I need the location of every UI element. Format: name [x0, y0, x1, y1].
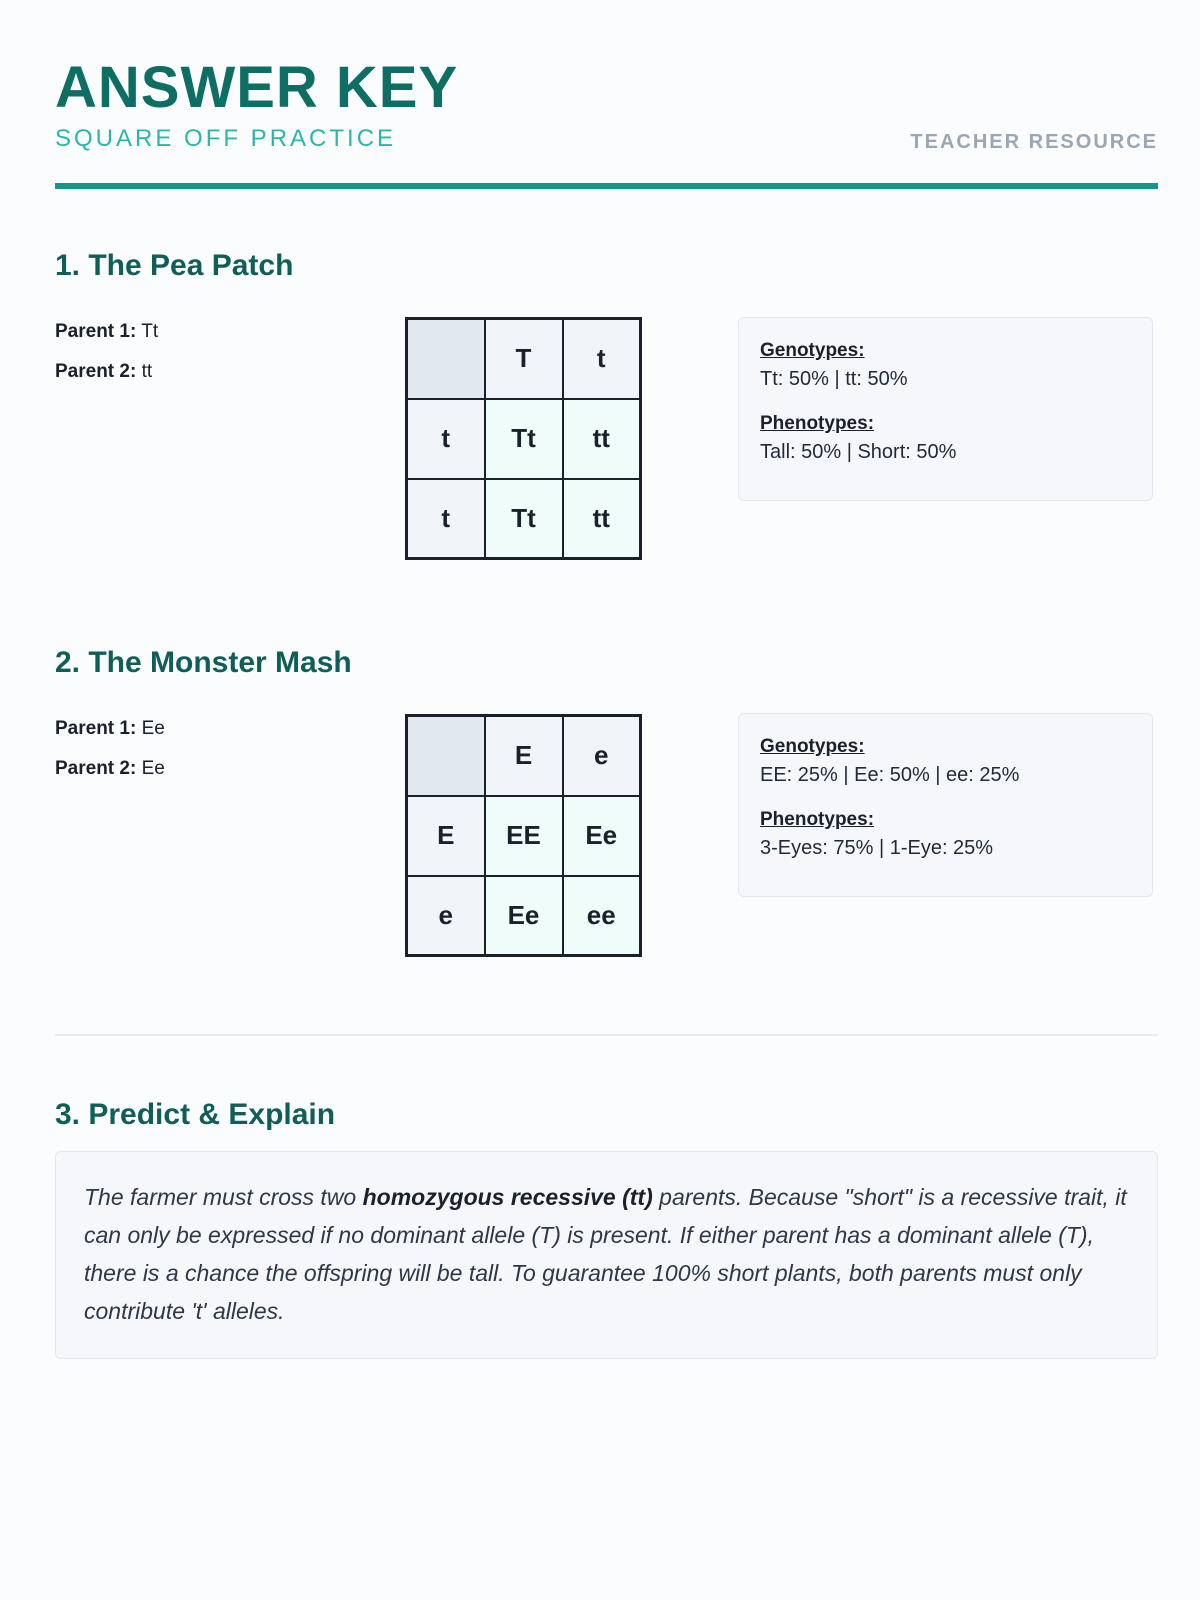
punnett-square-monster-mash — [405, 714, 642, 957]
punnett-side-allele: t — [407, 479, 485, 559]
punnett-corner — [407, 716, 485, 796]
punnett-side-allele: e — [407, 876, 485, 956]
punnett-corner — [407, 319, 485, 399]
parent-2: Parent 2: tt — [55, 361, 153, 382]
page-subtitle: SQUARE OFF PRACTICE — [55, 125, 397, 152]
punnett-side-allele: E — [407, 796, 485, 876]
punnett-square-pea-patch — [405, 317, 642, 560]
results-box-pea-patch — [738, 317, 1153, 501]
genotypes-label: Genotypes: — [760, 340, 865, 361]
parents-monster-mash — [55, 717, 165, 797]
phenotypes-label: Phenotypes: — [760, 413, 875, 434]
parent-2: Parent 2: Ee — [55, 758, 165, 779]
punnett-top-allele: e — [563, 716, 641, 796]
punnett-side-allele: t — [407, 399, 485, 479]
parent-1: Parent 1: Tt — [55, 321, 159, 342]
section-title-pea-patch: 1. The Pea Patch — [55, 249, 294, 282]
punnett-cell: EE — [485, 796, 563, 876]
punnett-cell: tt — [563, 479, 641, 559]
section-title-predict-explain: 3. Predict & Explain — [55, 1098, 336, 1131]
punnett-top-allele: T — [485, 319, 563, 399]
phenotypes-value: 3-Eyes: 75% | 1-Eye: 25% — [760, 837, 994, 859]
section-divider — [55, 1034, 1158, 1036]
parents-pea-patch — [55, 320, 158, 400]
punnett-cell: tt — [563, 399, 641, 479]
punnett-cell: Ee — [485, 876, 563, 956]
punnett-cell: Ee — [563, 796, 641, 876]
punnett-cell: ee — [563, 876, 641, 956]
explanation-text-start: The farmer must cross two — [84, 1184, 363, 1210]
section-title-monster-mash: 2. The Monster Mash — [55, 646, 352, 679]
results-box-monster-mash — [738, 713, 1153, 897]
parent-1: Parent 1: Ee — [55, 718, 165, 739]
explanation-text-bold: homozygous recessive (tt) — [362, 1184, 653, 1210]
page-header — [55, 55, 1158, 189]
genotypes-label: Genotypes: — [760, 736, 865, 757]
phenotypes-value: Tall: 50% | Short: 50% — [760, 441, 957, 463]
page-title: ANSWER KEY — [55, 55, 459, 120]
genotypes-value: EE: 25% | Ee: 50% | ee: 25% — [760, 764, 1020, 786]
punnett-cell: Tt — [485, 399, 563, 479]
phenotypes-label: Phenotypes: — [760, 809, 875, 830]
punnett-top-allele: E — [485, 716, 563, 796]
teacher-resource-badge: TEACHER RESOURCE — [910, 131, 1158, 153]
genotypes-value: Tt: 50% | tt: 50% — [760, 368, 908, 390]
punnett-top-allele: t — [563, 319, 641, 399]
punnett-cell: Tt — [485, 479, 563, 559]
explanation-box — [55, 1151, 1158, 1359]
explanation-text-end: parents. Because "short" is a recessive trait, it can only be expressed if no dominant allele (T) is present. If either parent has a dominant allele (T), there is a chance the offspring will be tall. To guarantee 100% short plants, both parents must only contribute 't' alleles. — [84, 1184, 1127, 1324]
